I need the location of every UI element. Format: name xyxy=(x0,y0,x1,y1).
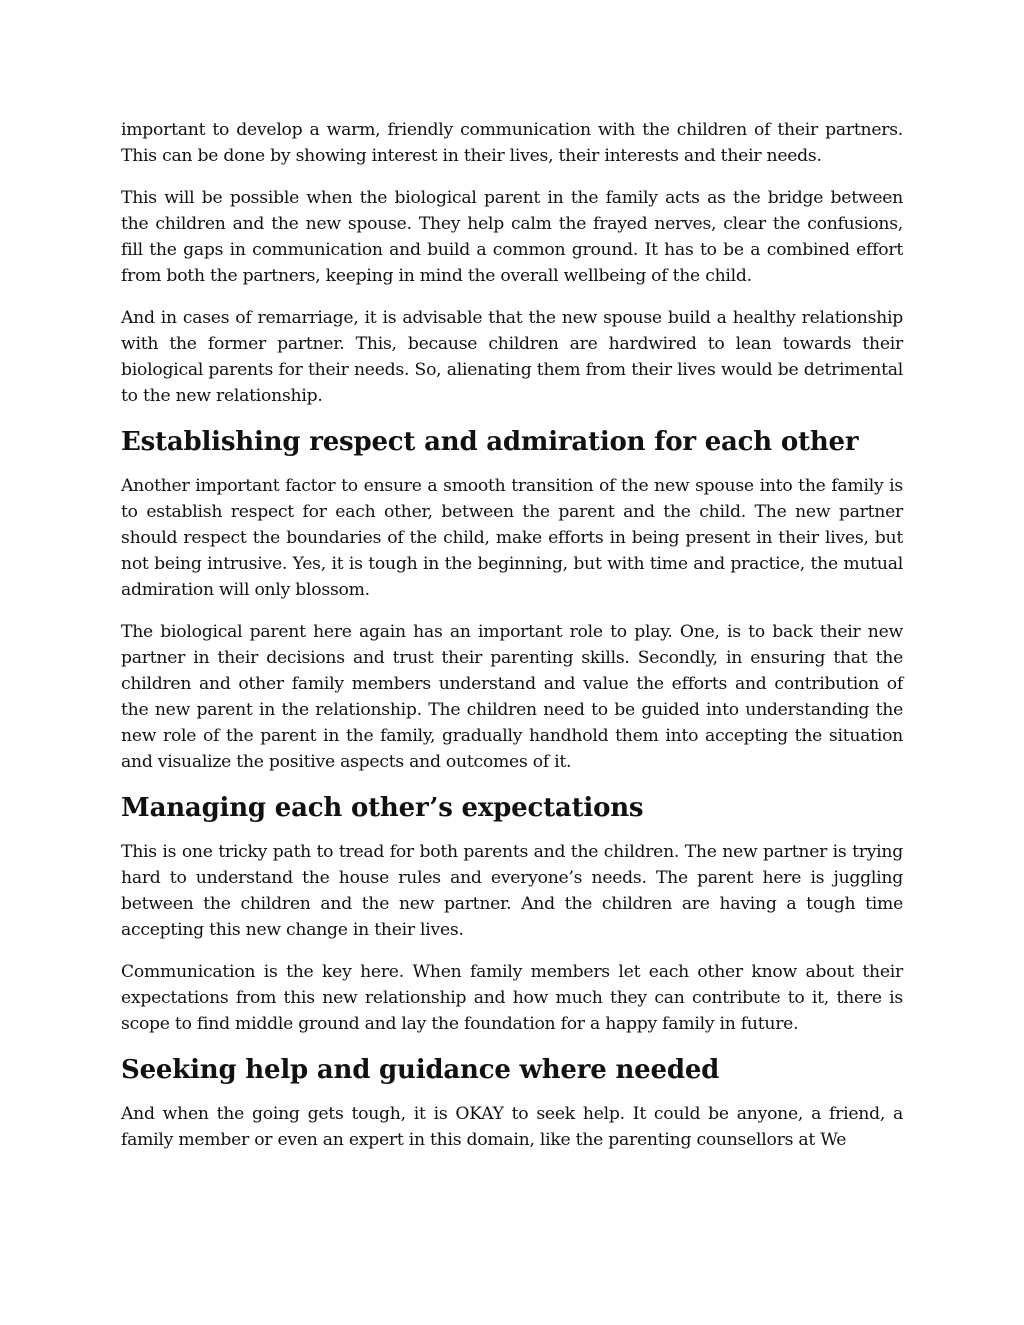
document-page xyxy=(121,117,903,1169)
paragraph-intro-continued: important to develop a warm, friendly communication with the children of their partners. This can be done by showing interest in their lives, their interests and their needs. xyxy=(121,120,903,166)
paragraph-communication-key: Communication is the key here. When family members let each other know about their expectations from this new relationship and how much they can contribute to it, there is scope to find middle ground and lay the foundation for a happy family in future. xyxy=(121,962,903,1034)
heading-respect-admiration: Establishing respect and admiration for each other xyxy=(121,427,859,457)
paragraph-tricky-path: This is one tricky path to tread for both parents and the children. The new partner is trying hard to understand the house rules and everyone’s needs. The parent here is juggling between the children and the new partner. And the children are having a tough time accepting this new change in their lives. xyxy=(121,842,903,940)
heading-seeking-help: Seeking help and guidance where needed xyxy=(121,1055,720,1085)
paragraph-smooth-transition: Another important factor to ensure a smooth transition of the new spouse into the family is to establish respect for each other, between the parent and the child. The new partner should respect the boundaries of the child, make efforts in being present in their lives, but not being intrusive. Yes, it is tough in the beginning, but with time and practice, the mutual admiration will only blossom. xyxy=(121,476,903,600)
paragraph-seek-help: And when the going gets tough, it is OKAY to seek help. It could be anyone, a friend, a family member or even an expert in this domain, like the parenting counsellors at We xyxy=(121,1104,903,1150)
paragraph-biological-parent-bridge: This will be possible when the biological parent in the family acts as the bridge between the children and the new spouse. They help calm the frayed nerves, clear the confusions, fill the gaps in communication and build a common ground. It has to be a combined effort from both the partners, keeping in mind the overall wellbeing of the child. xyxy=(121,188,903,286)
paragraph-remarriage: And in cases of remarriage, it is advisable that the new spouse build a healthy relationship with the former partner. This, because children are hardwired to lean towards their biological parents for their needs. So, alienating them from their lives would be detrimental to the new relationship. xyxy=(121,308,903,406)
paragraph-biological-parent-role: The biological parent here again has an important role to play. One, is to back their new partner in their decisions and trust their parenting skills. Secondly, in ensuring that the children and other family members understand and value the efforts and contribution of the new parent in the relationship. The children need to be guided into understanding the new role of the parent in the family, gradually handhold them into accepting the situation and visualize the positive aspects and outcomes of it. xyxy=(121,622,903,772)
heading-managing-expectations: Managing each other’s expectations xyxy=(121,793,644,823)
